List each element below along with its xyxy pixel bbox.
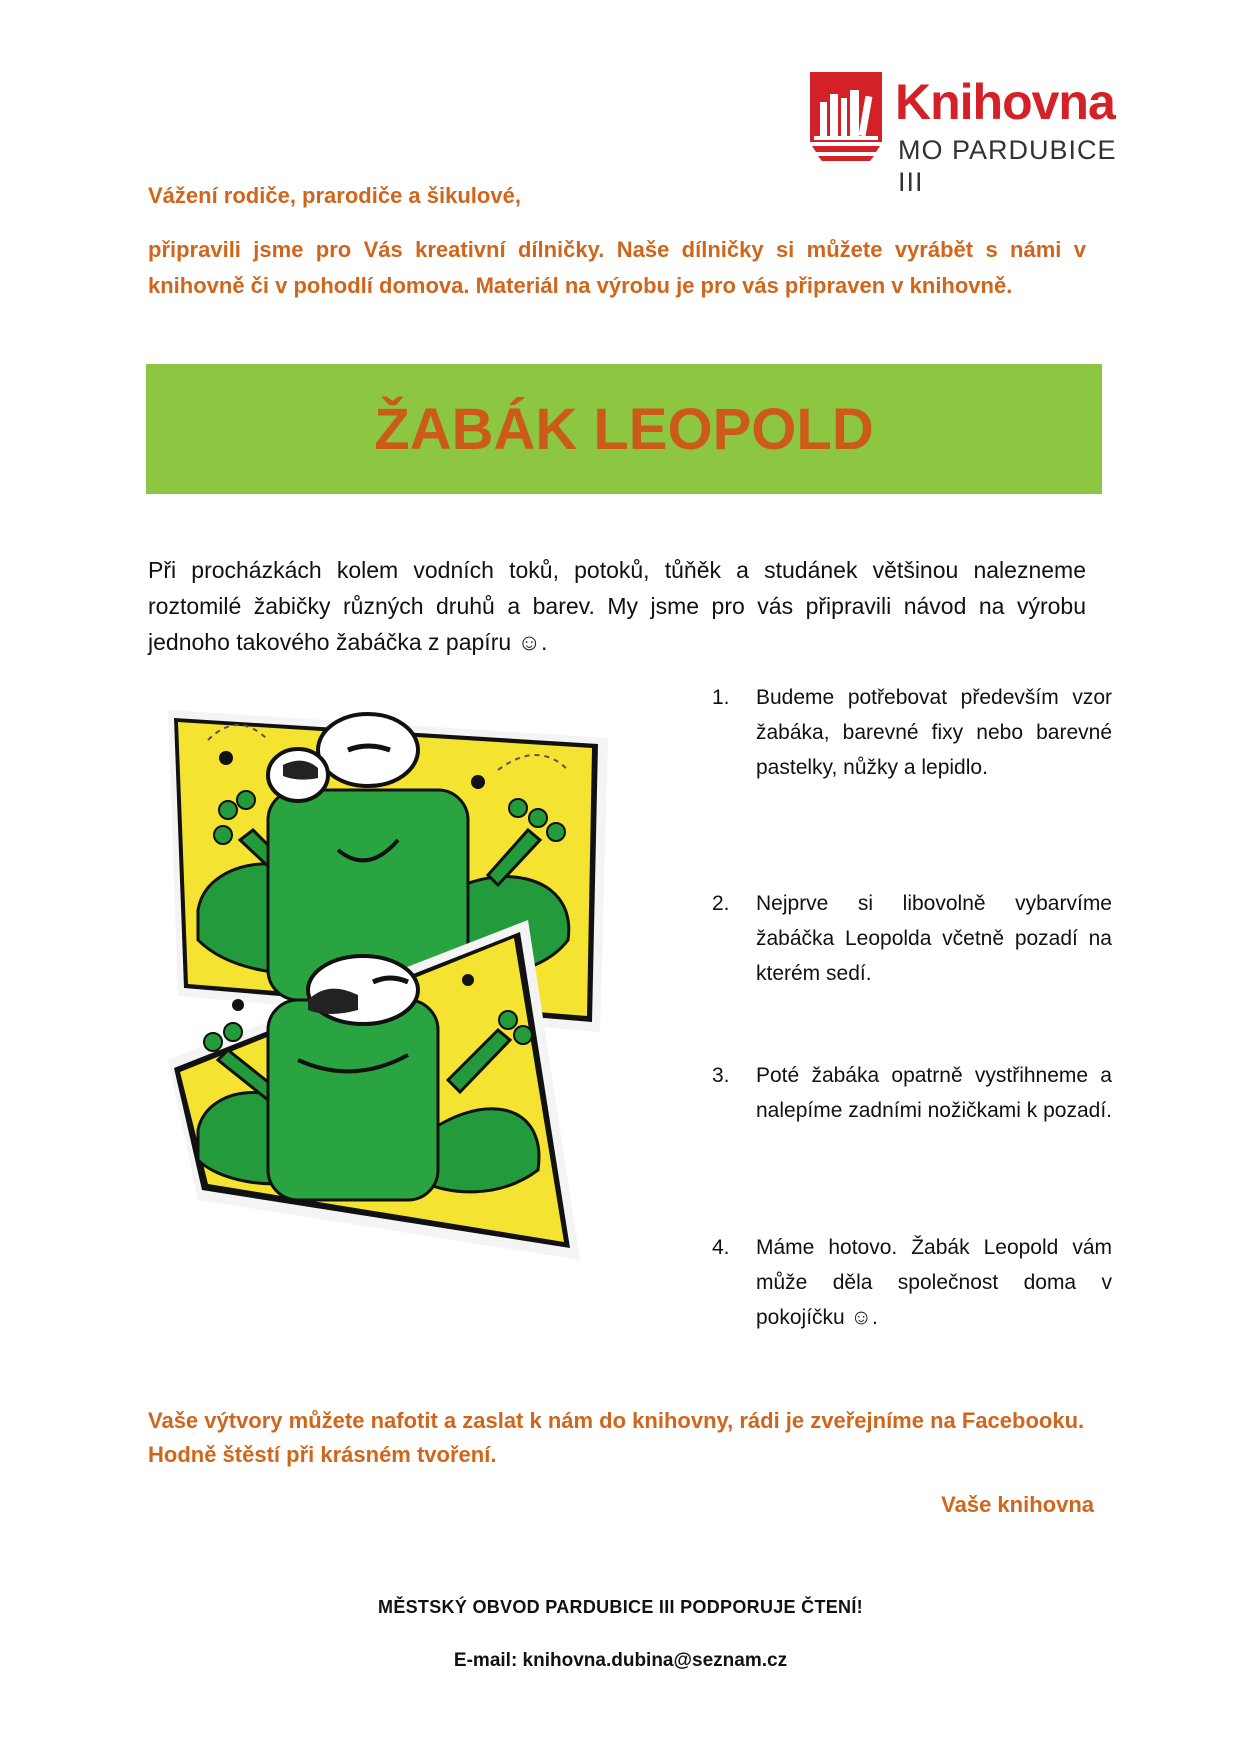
books-logo-icon bbox=[810, 72, 882, 162]
closing-paragraph: Vaše výtvory můžete nafotit a zaslat k nám do knihovny, rádi je zveřejníme na Facebooku. Hodně štěstí při krásném tvoření. bbox=[148, 1408, 1085, 1467]
step-number: 4. bbox=[712, 1236, 730, 1259]
logo-subtitle: MO PARDUBICE III bbox=[898, 135, 1117, 197]
contact-email: E-mail: knihovna.dubina@seznam.cz bbox=[453, 1650, 788, 1671]
support-note: MĚSTSKÝ OBVOD PARDUBICE III PODPORUJE ČTENÍ! bbox=[378, 1597, 863, 1617]
step-text: Máme hotovo. Žabák Leopold vám může děla společnost doma v pokojíčku ☺. bbox=[756, 1236, 1112, 1329]
logo-title: Knihovna bbox=[895, 74, 1115, 130]
step-number: 1. bbox=[712, 686, 730, 709]
page-title: ŽABÁK LEOPOLD bbox=[374, 396, 874, 462]
intro-paragraph: připravili jsme pro Vás kreativní dílničky. Naše dílničky si můžete vyrábět s námi v knihovně či v pohodlí domova. Materiál na výrobu je pro vás připraven v knihovně. bbox=[148, 237, 1086, 298]
step-text: Nejprve si libovolně vybarvíme žabáčka Leopolda včetně pozadí na kterém sedí. bbox=[756, 892, 1112, 985]
title-banner bbox=[146, 364, 1102, 494]
lead-paragraph: Při procházkách kolem vodních toků, potoků, tůňěk a studánek většinou nalezneme roztomilé žabičky různých druhů a barev. My jsme pro vás připravili návod na výrobu jednoho takového žabáčka z papíru ☺. bbox=[148, 557, 1086, 655]
greeting: Vážení rodiče, prarodiče a šikulové, bbox=[148, 183, 521, 208]
signature: Vaše knihovna bbox=[941, 1492, 1094, 1517]
library-logo bbox=[810, 72, 1120, 197]
step-text: Budeme potřebovat především vzor žabáka, barevné fixy nebo barevné pastelky, nůžky a lepidlo. bbox=[756, 686, 1112, 779]
step-number: 3. bbox=[712, 1064, 730, 1087]
step-text: Poté žabáka opatrně vystřihneme a nalepíme zadními nožičkami k pozadí. bbox=[756, 1064, 1113, 1122]
step-number: 2. bbox=[712, 892, 730, 915]
frog-craft-photos bbox=[168, 700, 648, 1340]
